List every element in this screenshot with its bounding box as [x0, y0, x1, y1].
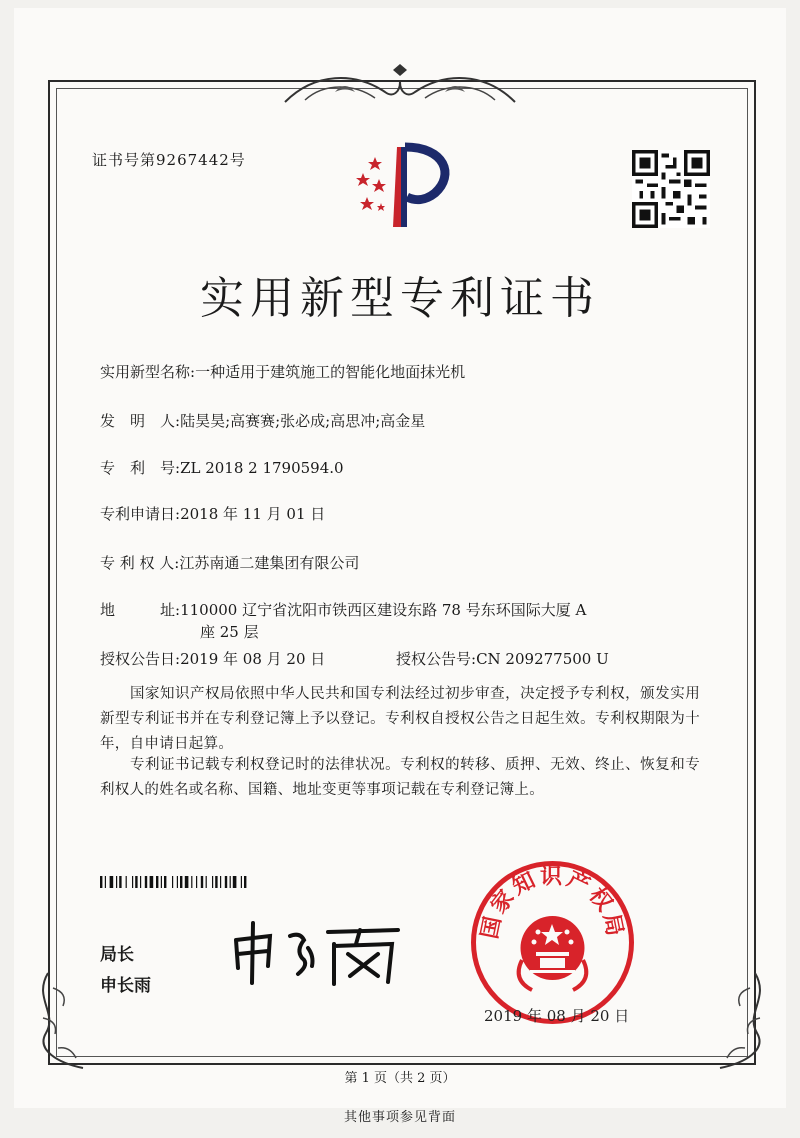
- qr-code: [632, 150, 710, 228]
- body-paragraph-2: 专利证书记载专利权登记时的法律状况。专利权的转移、质押、无效、终止、恢复和专利权人的姓名或名称、国籍、地址变更等事项记载在专利登记簿上。: [100, 757, 700, 798]
- signatory-name: 申长雨: [100, 976, 151, 996]
- patent-number-label: 专 利 号:: [100, 459, 181, 477]
- patent-number-row: [100, 457, 344, 478]
- bottom-left-ornament: [28, 968, 98, 1078]
- grant-number-row: [396, 648, 609, 669]
- cnipa-logo: [335, 135, 465, 235]
- address-label: 地 址:: [100, 601, 181, 619]
- top-ornament: [275, 62, 525, 112]
- utility-name-value: 一种适用于建筑施工的智能化地面抹光机: [195, 363, 466, 381]
- seal-text: 国家知识产权局: [477, 864, 628, 942]
- filing-date-row: [100, 503, 325, 524]
- inventor-value: 陆昊昊;高赛赛;张必成;高思冲;高金星: [180, 412, 426, 430]
- barcode: [100, 876, 302, 888]
- address-line1: 110000 辽宁省沈阳市铁西区建设东路 78 号东环国际大厦 A: [180, 601, 587, 619]
- inventor-label: 发 明 人:: [100, 412, 181, 430]
- handwritten-signature: [228, 918, 408, 988]
- footer-note: 其他事项参见背面: [343, 1110, 456, 1125]
- utility-name-row: [100, 361, 465, 382]
- inventor-row: [100, 410, 425, 431]
- filing-date-label: 专利申请日:: [100, 505, 181, 523]
- grant-date-row: [100, 648, 325, 669]
- signatory-title: 局长: [100, 945, 134, 965]
- grant-date-label: 授权公告日:: [100, 650, 181, 668]
- utility-name-label: 实用新型名称:: [100, 363, 196, 381]
- address-line2: 座 25 层: [200, 623, 259, 641]
- certificate-number: 证书号第9267442号: [92, 151, 246, 169]
- address-row: [100, 599, 586, 620]
- official-seal: [470, 860, 635, 1025]
- patent-number-value: ZL 2018 2 1790594.0: [180, 459, 344, 477]
- patentee-value: 江苏南通二建集团有限公司: [179, 554, 360, 572]
- grant-date-value: 2019 年 08 月 20 日: [180, 650, 326, 668]
- page-number: 第 1 页（共 2 页）: [344, 1071, 456, 1086]
- bottom-right-ornament: [705, 968, 775, 1078]
- body-paragraph-1: 国家知识产权局依照中华人民共和国专利法经过初步审查，决定授予专利权，颁发实用新型专利证书并在专利登记簿上予以登记。专利权自授权公告之日起生效。专利权期限为十年，自申请日起算。: [100, 686, 700, 752]
- seal-date: 2019 年 08 月 20 日: [484, 1007, 630, 1025]
- patentee-label: 专 利 权 人:: [100, 554, 180, 572]
- grant-number-value: CN 209277500 U: [476, 650, 609, 668]
- certificate-title: 实用新型专利证书: [200, 273, 600, 324]
- patentee-row: [100, 552, 359, 573]
- grant-number-label: 授权公告号:: [396, 650, 477, 668]
- filing-date-value: 2018 年 11 月 01 日: [180, 505, 326, 523]
